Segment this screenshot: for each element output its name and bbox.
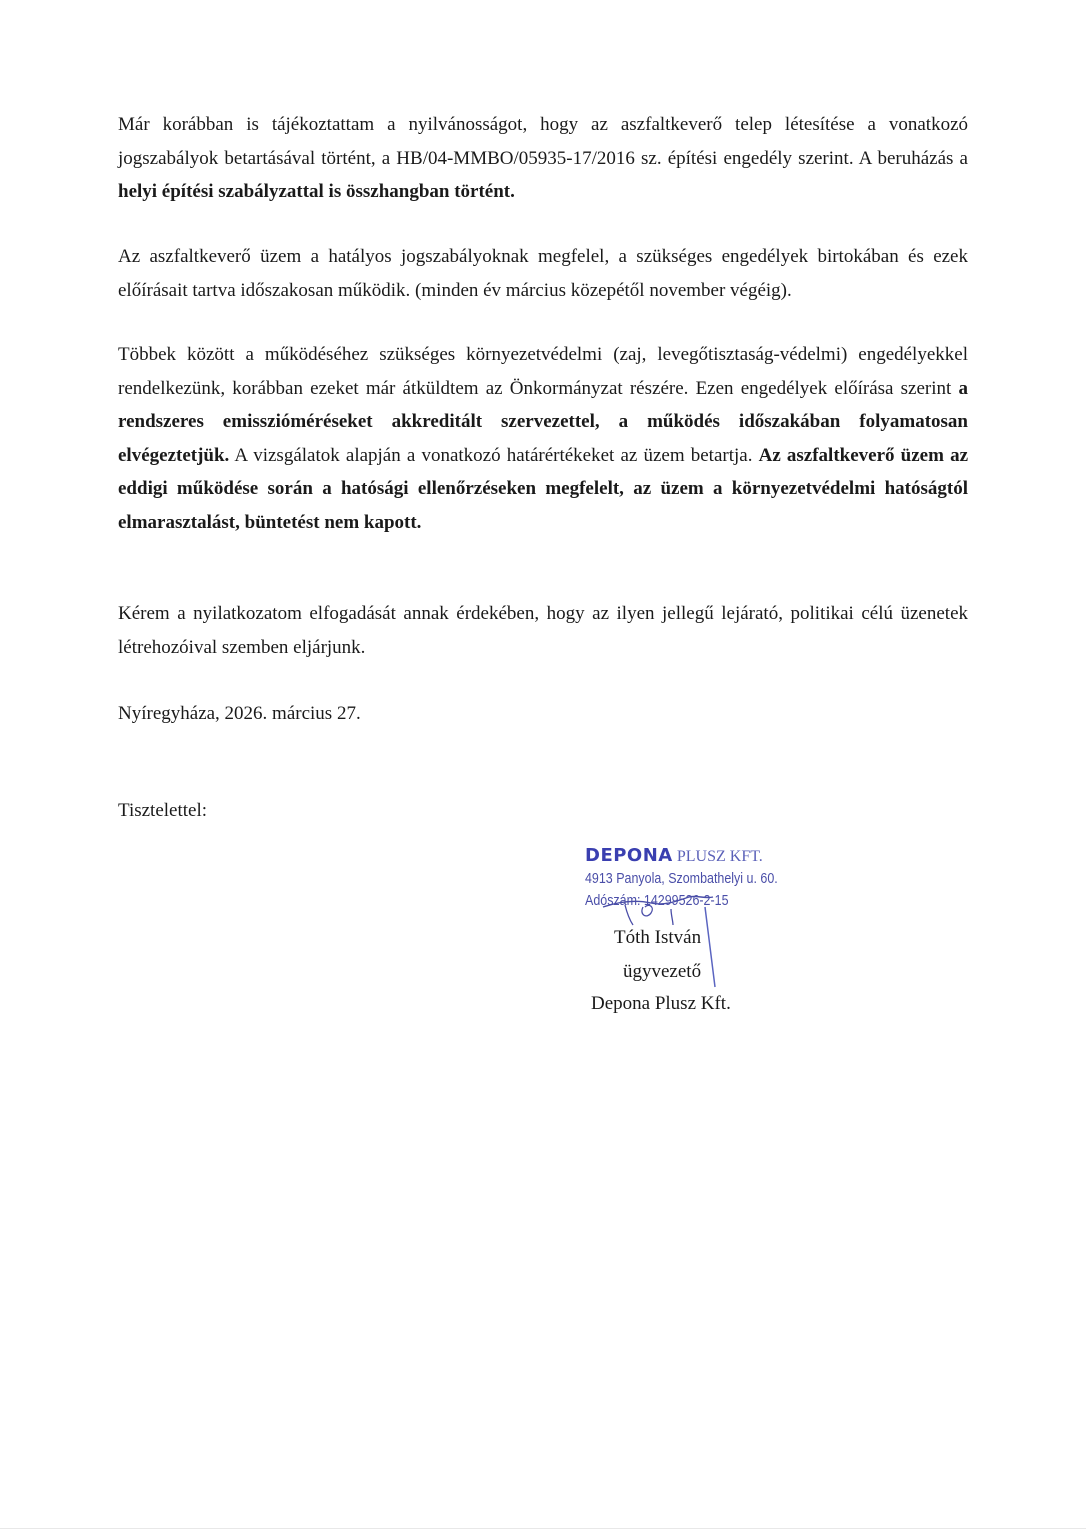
stamp-logo: DEPONA: [585, 845, 673, 866]
paragraph-permit-bold: helyi építési szabályzattal is összhangban történt.: [118, 181, 515, 202]
signatory-company: Depona Plusz Kft.: [591, 993, 731, 1014]
paragraph-environment: [118, 338, 968, 539]
paragraph-environment-text-1: Többek között a működéséhez szükséges környezetvédelmi (zaj, levegőtisztaság-védelmi) engedélyekkel rendelkezünk, korábban ezeket már átküldtem az Önkormányzat részére. Ezen engedélyek előírása szerint: [118, 344, 968, 399]
stamp-company-name: PLUSZ KFT.: [676, 848, 763, 865]
paragraph-permit: [118, 108, 968, 209]
letter-closing: Tisztelettel:: [118, 800, 208, 821]
letter-date: Nyíregyháza, 2026. március 27.: [118, 703, 361, 724]
signatory-title: ügyvezető: [623, 961, 702, 982]
paragraph-environment-bold-2: Az aszfaltkeverő üzem az eddigi működése során a hatósági ellenőrzéseken megfelelt, az üzem a környezetvédelmi hatóságtól elmarasztalást, büntetést nem kapott.: [118, 444, 968, 533]
paragraph-environment-text-2: A vizsgálatok alapján a vonatkozó határértékeket az üzem betartja.: [229, 444, 759, 466]
paragraph-environment-bold-1: a rendszeres emisszióméréseket akkreditált szervezettel, a működés időszakában folyamatosan elvégeztetjük.: [118, 377, 968, 466]
paragraph-operation: Az aszfaltkeverő üzem a hatályos jogszabályoknak megfelel, a szükséges engedélyek birtokában és ezek előírásait tartva időszakosan működik. (minden év március közepétől november végéig).: [118, 246, 968, 301]
stamp-tax-number: Adószám: 14299526-2-15: [585, 893, 729, 909]
paragraph-request: Kérem a nyilatkozatom elfogadását annak érdekében, hogy az ilyen jellegű lejárató, politikai célú üzenetek létrehozóival szemben eljárjunk.: [118, 603, 968, 658]
page-bottom-edge: [0, 1528, 1086, 1529]
paragraph-permit-text: Már korábban is tájékoztattam a nyilvánosságot, hogy az aszfaltkeverő telep létesítése a vonatkozó jogszabályok betartásával történt, a HB/04-MMBO/05935-17/2016 sz. építési engedély szerint. A beruházás a: [118, 114, 968, 169]
signatory-name: Tóth István: [614, 927, 702, 948]
stamp-address: 4913 Panyola, Szombathelyi u. 60.: [585, 871, 778, 887]
stamp-header: [585, 845, 805, 868]
